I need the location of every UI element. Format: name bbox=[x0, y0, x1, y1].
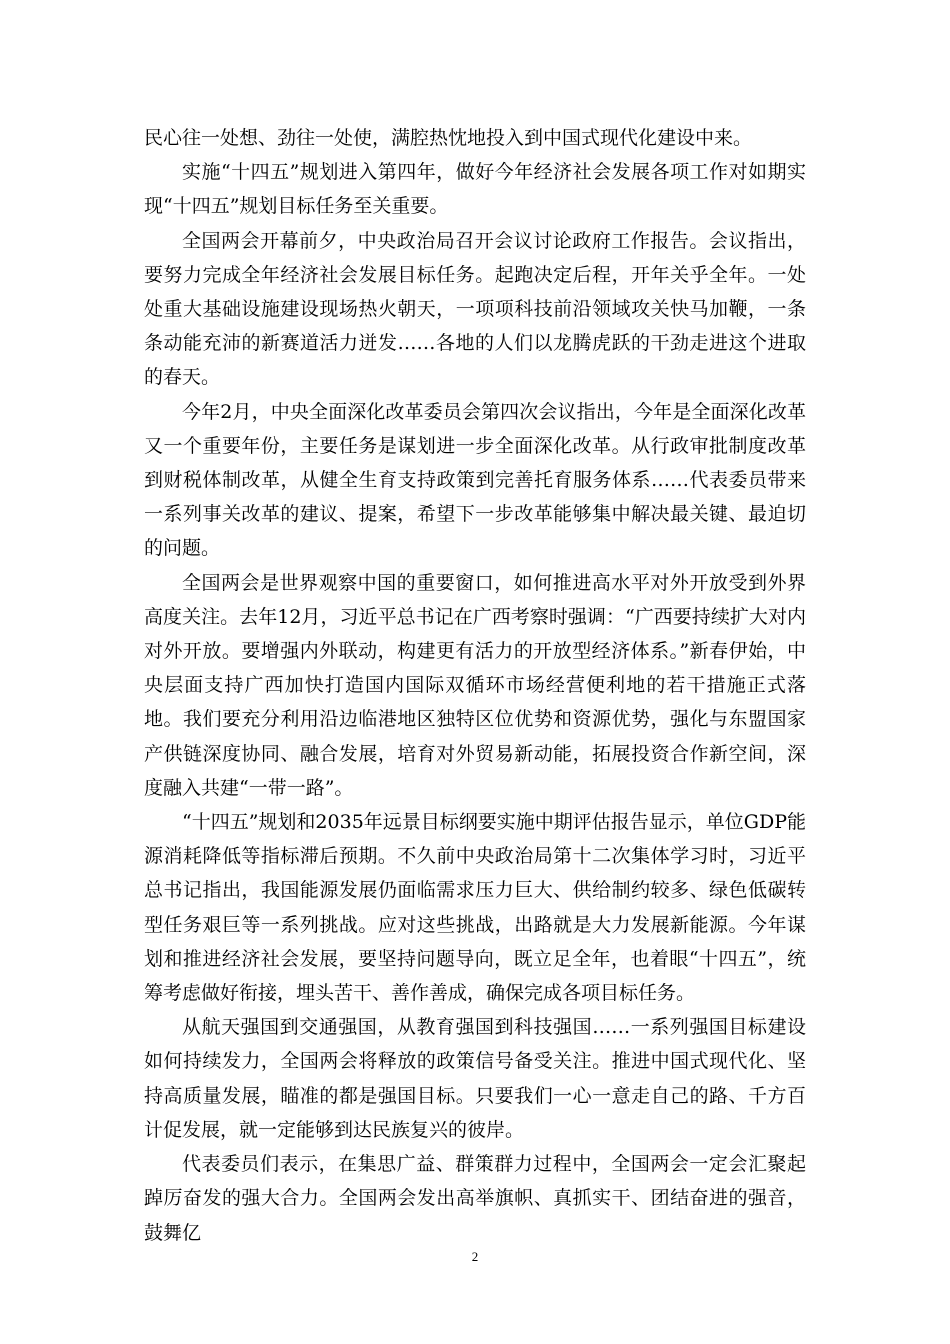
paragraph-continuation: 民心往一处想、劲往一处使，满腔热忱地投入到中国式现代化建设中来。 bbox=[144, 127, 753, 149]
document-body bbox=[144, 121, 806, 1250]
paragraph: 全国两会是世界观察中国的重要窗口，如何推进高水平对外开放受到外界高度关注。去年12月，习近平总书记在广西考察时强调：“广西要持续扩大对内对外开放。要增强内外联动，构建更有活力的开放型经济体系。”新春伊始，中央层面支持广西加快打造国内国际双循环市场经营便利地的若干措施正式落地。我们要充分利用沿边临港地区独特区位优势和资源优势，强化与东盟国家产供链深度协同、融合发展，培育对外贸易新动能，拓展投资合作新空间，深度融入共建“一带一路”。 bbox=[144, 571, 806, 799]
paragraph: 从航天强国到交通强国，从教育强国到科技强国……一系列强国目标建设如何持续发力，全国两会将释放的政策信号备受关注。推进中国式现代化、坚持高质量发展，瞄准的都是强国目标。只要我们一心一意走自己的路、千方百计促发展，就一定能够到达民族复兴的彼岸。 bbox=[144, 1016, 806, 1141]
page-number: 2 bbox=[471, 1249, 479, 1264]
paragraph: 今年2月，中央全面深化改革委员会第四次会议指出，今年是全面深化改革又一个重要年份，主要任务是谋划进一步全面深化改革。从行政审批制度改革到财税体制改革，从健全生育支持政策到完善托育服务体系……代表委员带来一系列事关改革的建议、提案，希望下一步改革能够集中解决最关键、最迫切的问题。 bbox=[144, 400, 806, 560]
paragraph: 实施“十四五”规划进入第四年，做好今年经济社会发展各项工作对如期实现“十四五”规划目标任务至关重要。 bbox=[144, 161, 806, 218]
paragraph: “十四五”规划和2035年远景目标纲要实施中期评估报告显示，单位GDP能源消耗降低等指标滞后预期。不久前中央政治局第十二次集体学习时，习近平总书记指出，我国能源发展仍面临需求压力巨大、供给制约较多、绿色低碳转型任务艰巨等一系列挑战。应对这些挑战，出路就是大力发展新能源。今年谋划和推进经济社会发展，要坚持问题导向，既立足全年，也着眼“十四五”，统筹考虑做好衔接，埋头苦干、善作善成，确保完成各项目标任务。 bbox=[144, 811, 806, 1005]
paragraph: 全国两会开幕前夕，中央政治局召开会议讨论政府工作报告。会议指出，要努力完成全年经济社会发展目标任务。起跑决定后程，开年关乎全年。一处处重大基础设施建设现场热火朝天，一项项科技前沿领域攻关快马加鞭，一条条动能充沛的新赛道活力迸发……各地的人们以龙腾虎跃的干劲走进这个进取的春天。 bbox=[144, 229, 806, 389]
paragraph: 代表委员们表示，在集思广益、群策群力过程中，全国两会一定会汇聚起踔厉奋发的强大合力。全国两会发出高举旗帜、真抓实干、团结奋进的强音，鼓舞亿 bbox=[144, 1153, 806, 1244]
